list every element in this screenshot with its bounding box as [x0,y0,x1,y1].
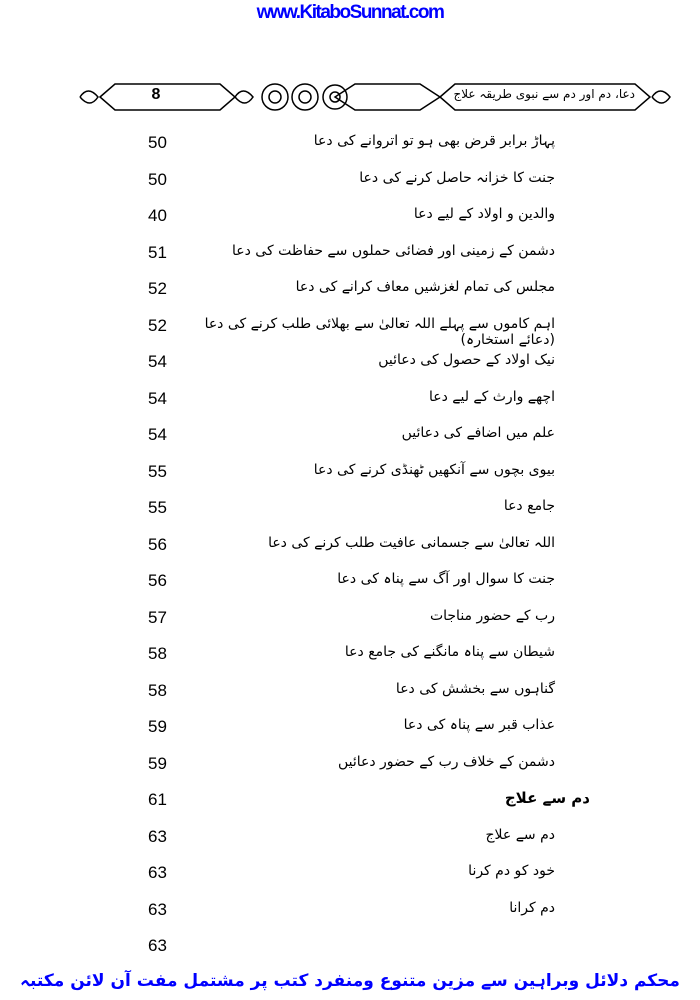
toc-entry [140,936,555,970]
toc-entry [140,717,555,751]
toc-page-number: 55 [148,461,167,481]
toc-title: دم سے علاج [504,789,590,807]
toc-page-number: 50 [148,133,167,152]
watermark-url: www.KitaboSunnat.com [256,2,444,23]
toc-title: دم کرانا [509,899,555,916]
toc-title: رب کے حضور مناجات [429,607,555,624]
toc-title: عذاب قبر سے پناہ کی دعا [403,717,555,733]
toc-page-number: 56 [148,571,167,590]
toc-title: دم سے علاج [485,826,555,843]
toc-entry [140,170,555,204]
toc-entry [140,133,555,167]
toc-page-number: 63 [148,863,167,882]
toc-page-number: 54 [148,352,167,371]
toc-entry [140,243,555,277]
toc-page-number: 51 [148,242,167,262]
toc-title: جامع دعا [503,498,555,514]
toc-page-number: 63 [148,826,167,846]
toc-page-number: 56 [148,534,167,554]
toc-entry [140,279,555,313]
toc-title: علم میں اضافے کی دعائیں [401,425,555,441]
toc-title: جنت کا سوال اور آگ سے پناہ کی دعا [337,571,555,587]
toc-entry [140,352,555,386]
toc-entry [140,462,555,496]
toc-entry [140,389,555,423]
toc-entry [140,754,555,788]
toc-title: والدین و اولاد کے لیے دعا [413,206,555,222]
toc-page-number: 59 [148,753,167,773]
toc-page-number: 63 [148,936,167,955]
toc-title: جنت کا خزانہ حاصل کرنے کی دعا [359,169,555,186]
toc-entry [140,316,555,350]
toc-page-number: 40 [148,206,167,225]
toc-page-number: 54 [148,388,167,408]
toc-page-number: 55 [148,498,167,517]
toc-title: دشمن کے خلاف رب کے حضور دعائیں [337,753,555,770]
toc-entry [140,900,555,934]
toc-entry [140,863,555,897]
toc-page-number: 61 [148,790,167,809]
toc-entry [140,608,555,642]
toc-page-number: 50 [148,169,167,189]
toc-entry [140,498,555,532]
toc-page-number: 52 [148,279,167,298]
toc-page-number: 58 [148,644,167,663]
toc-page-number: 58 [148,680,167,700]
toc-entry [140,644,555,678]
toc-title: اہم کاموں سے پہلے اللہ تعالیٰ سے بھلائی طلب کرنے کی دعا (دعائے استخارہ) [204,315,555,348]
toc-page-number: 63 [148,899,167,919]
toc-page-number: 57 [148,607,167,627]
toc-title: خود کو دم کرنا [468,863,555,879]
toc-entry [140,827,555,861]
toc-entry [140,681,555,715]
toc-entry [140,206,555,240]
toc-entry [140,425,555,459]
toc-title: اچھے وارث کے لیے دعا [428,388,555,405]
toc-entry [140,535,555,569]
toc-page-number: 52 [148,315,167,335]
page-number: 8 [151,86,161,103]
toc-title: اللہ تعالیٰ سے جسمانی عافیت طلب کرنے کی دعا [268,534,555,551]
toc-title: شیطان سے پناہ مانگنے کی جامع دعا [344,644,555,660]
toc-title: نیک اولاد کے حصول کی دعائیں [378,352,555,368]
toc-page-number: 54 [148,425,167,444]
toc-section-heading [140,789,590,824]
toc-entry [140,571,555,605]
toc-title: دشمن کے زمینی اور فضائی حملوں سے حفاظت کی دعا [232,242,555,259]
toc-title: مجلس کی تمام لغزشیں معاف کرانے کی دعا [295,279,555,295]
toc-title: بیوی بچوں سے آنکھیں ٹھنڈی کرنے کی دعا [313,461,555,478]
toc-title: گناہوں سے بخشش کی دعا [395,680,555,697]
toc-title: پہاڑ برابر قرض بھی ہو تو اتروانے کی دعا [313,133,555,149]
page-header [70,80,680,114]
footer-banner: محکم دلائل وبراہین سے مزین متنوع ومنفرد کتب پر مشتمل مفت آن لائن مکتبہ [20,971,680,991]
book-title: دعا، دم اور دم سے نبوی طریقہ علاج [453,87,635,101]
toc-page-number: 59 [148,717,167,736]
